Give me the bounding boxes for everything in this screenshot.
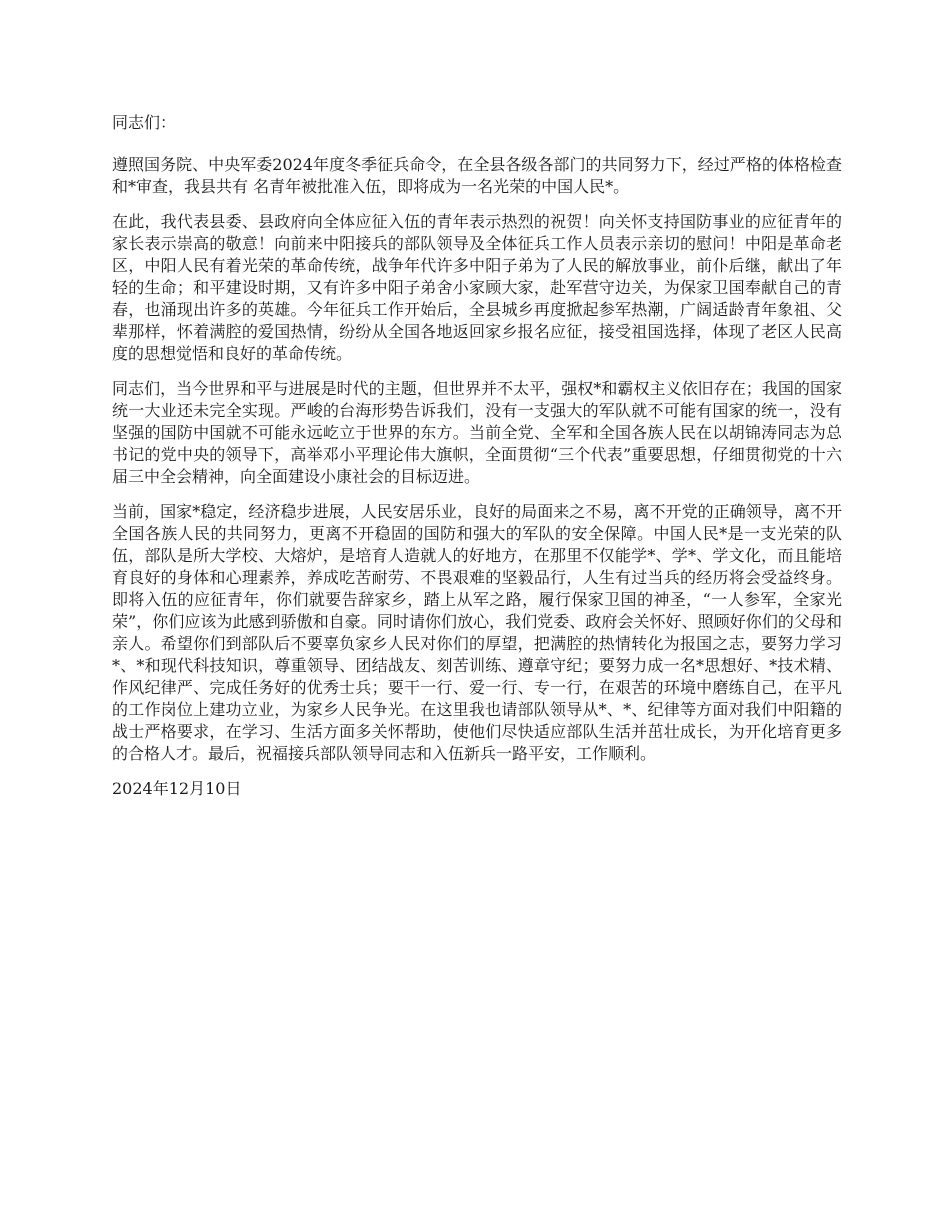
greeting: 同志们： — [112, 113, 177, 132]
document-page — [112, 112, 842, 800]
document-date: 2024年12月10日 — [112, 779, 242, 798]
paragraph-2: 在此，我代表县委、县政府向全体应征入伍的青年表示热烈的祝贺！向关怀支持国防事业的应征青年的家长表示崇高的敬意！向前来中阳接兵的部队领导及全体征兵工作人员表示亲切的慰问！中阳是革命老区，中阳人民有着光荣的革命传统，战争年代许多中阳子弟为了人民的解放事业，前仆后继，献出了年轻的生命；和平建设时期，又有许多中阳子弟舍小家顾大家，赴军营守边关，为保家卫国奉献自己的青春，也涌现出许多的英雄。今年征兵工作开始后，全县城乡再度掀起参军热潮，广阔适龄青年象祖、父辈那样，怀着满腔的爱国热情，纷纷从全国各地返回家乡报名应征，接受祖国选择，体现了老区人民高度的思想觉悟和良好的革命传统。 — [112, 212, 842, 363]
paragraph-3: 同志们，当今世界和平与进展是时代的主题，但世界并不太平，强权*和霸权主义依旧存在；我国的国家统一大业还未完全实现。严峻的台海形势告诉我们，没有一支强大的军队就不可能有国家的统一，没有坚强的国防中国就不可能永远屹立于世界的东方。当前全党、全军和全国各族人民在以胡锦涛同志为总书记的党中央的领导下，高举邓小平理论伟大旗帜，全面贯彻“三个代表”重要思想，仔细贯彻党的十六届三中全会精神，向全面建设小康社会的目标迈进。 — [112, 379, 842, 486]
paragraph-4: 当前，国家*稳定，经济稳步进展，人民安居乐业，良好的局面来之不易，离不开党的正确领导，离不开全国各族人民的共同努力，更离不开稳固的国防和强大的军队的安全保障。中国人民*是一支光荣的队伍，部队是所大学校、大熔炉，是培育人造就人的好地方，在那里不仅能学*、学*、学文化，而且能培育良好的身体和心理素养，养成吃苦耐劳、不畏艰难的坚毅品行，人生有过当兵的经历将会受益终身。即将入伍的应征青年，你们就要告辞家乡，踏上从军之路，履行保家卫国的神圣，“一人参军，全家光荣”，你们应该为此感到骄傲和自豪。同时请你们放心，我们党委、政府会关怀好、照顾好你们的父母和亲人。希望你们到部队后不要辜负家乡人民对你们的厚望，把满腔的热情转化为报国之志，要努力学习*、*和现代科技知识，尊重领导、团结战友、刻苦训练、遵章守纪；要努力成一名*思想好、*技术精、作风纪律严、完成任务好的优秀士兵；要干一行、爱一行、专一行，在艰苦的环境中磨练自己，在平凡的工作岗位上建功立业，为家乡人民争光。在这里我也请部队领导从*、*、纪律等方面对我们中阳籍的战士严格要求，在学习、生活方面多关怀帮助，使他们尽快适应部队生活并茁壮成长，为开化培育更多的合格人才。最后，祝福接兵部队领导同志和入伍新兵一路平安，工作顺利。 — [112, 502, 842, 763]
paragraph-1: 遵照国务院、中央军委2024年度冬季征兵命令，在全县各级各部门的共同努力下，经过严格的体格检查和*审查，我县共有 名青年被批准入伍，即将成为一名光荣的中国人民*。 — [112, 155, 842, 196]
